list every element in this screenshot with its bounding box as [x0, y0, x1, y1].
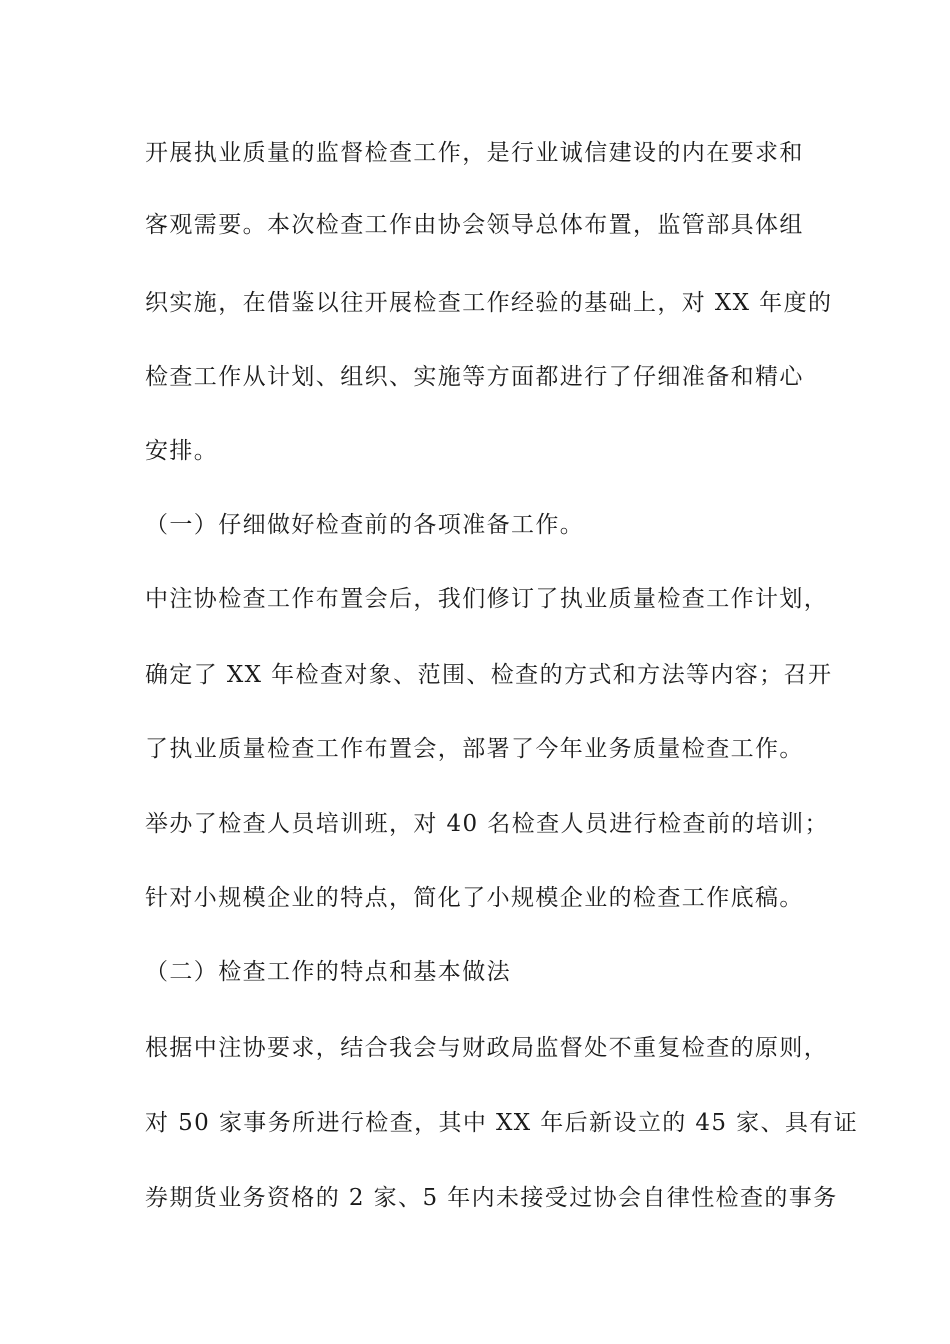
paragraph-line: 客观需要。本次检查工作由协会领导总体布置，监管部具体组: [145, 212, 804, 238]
paragraph-line: 了执业质量检查工作布置会，部署了今年业务质量检查工作。: [145, 736, 804, 762]
paragraph-line: 确定了 XX 年检查对象、范围、检查的方式和方法等内容；召开: [145, 662, 833, 688]
section-heading: （一）仔细做好检查前的各项准备工作。: [145, 512, 585, 538]
paragraph-line: 开展执业质量的监督检查工作，是行业诚信建设的内在要求和: [145, 140, 804, 166]
paragraph-line: 根据中注协要求，结合我会与财政局监督处不重复检查的原则，: [145, 1035, 829, 1061]
paragraph-line: 安排。: [145, 438, 219, 464]
section-heading: （二）检查工作的特点和基本做法: [145, 959, 511, 985]
paragraph-line: 针对小规模企业的特点，简化了小规模企业的检查工作底稿。: [145, 885, 804, 911]
paragraph-line: 检查工作从计划、组织、实施等方面都进行了仔细准备和精心: [145, 364, 804, 390]
paragraph-line: 对 50 家事务所进行检查，其中 XX 年后新设立的 45 家、具有证: [145, 1110, 859, 1136]
paragraph-line: 券期货业务资格的 2 家、5 年内未接受过协会自律性检查的事务: [145, 1185, 838, 1211]
paragraph-line: 举办了检查人员培训班，对 40 名检查人员进行检查前的培训；: [145, 811, 829, 837]
paragraph-line: 中注协检查工作布置会后，我们修订了执业质量检查工作计划，: [145, 586, 829, 612]
paragraph-line: 织实施，在借鉴以往开展检查工作经验的基础上，对 XX 年度的: [145, 290, 833, 316]
